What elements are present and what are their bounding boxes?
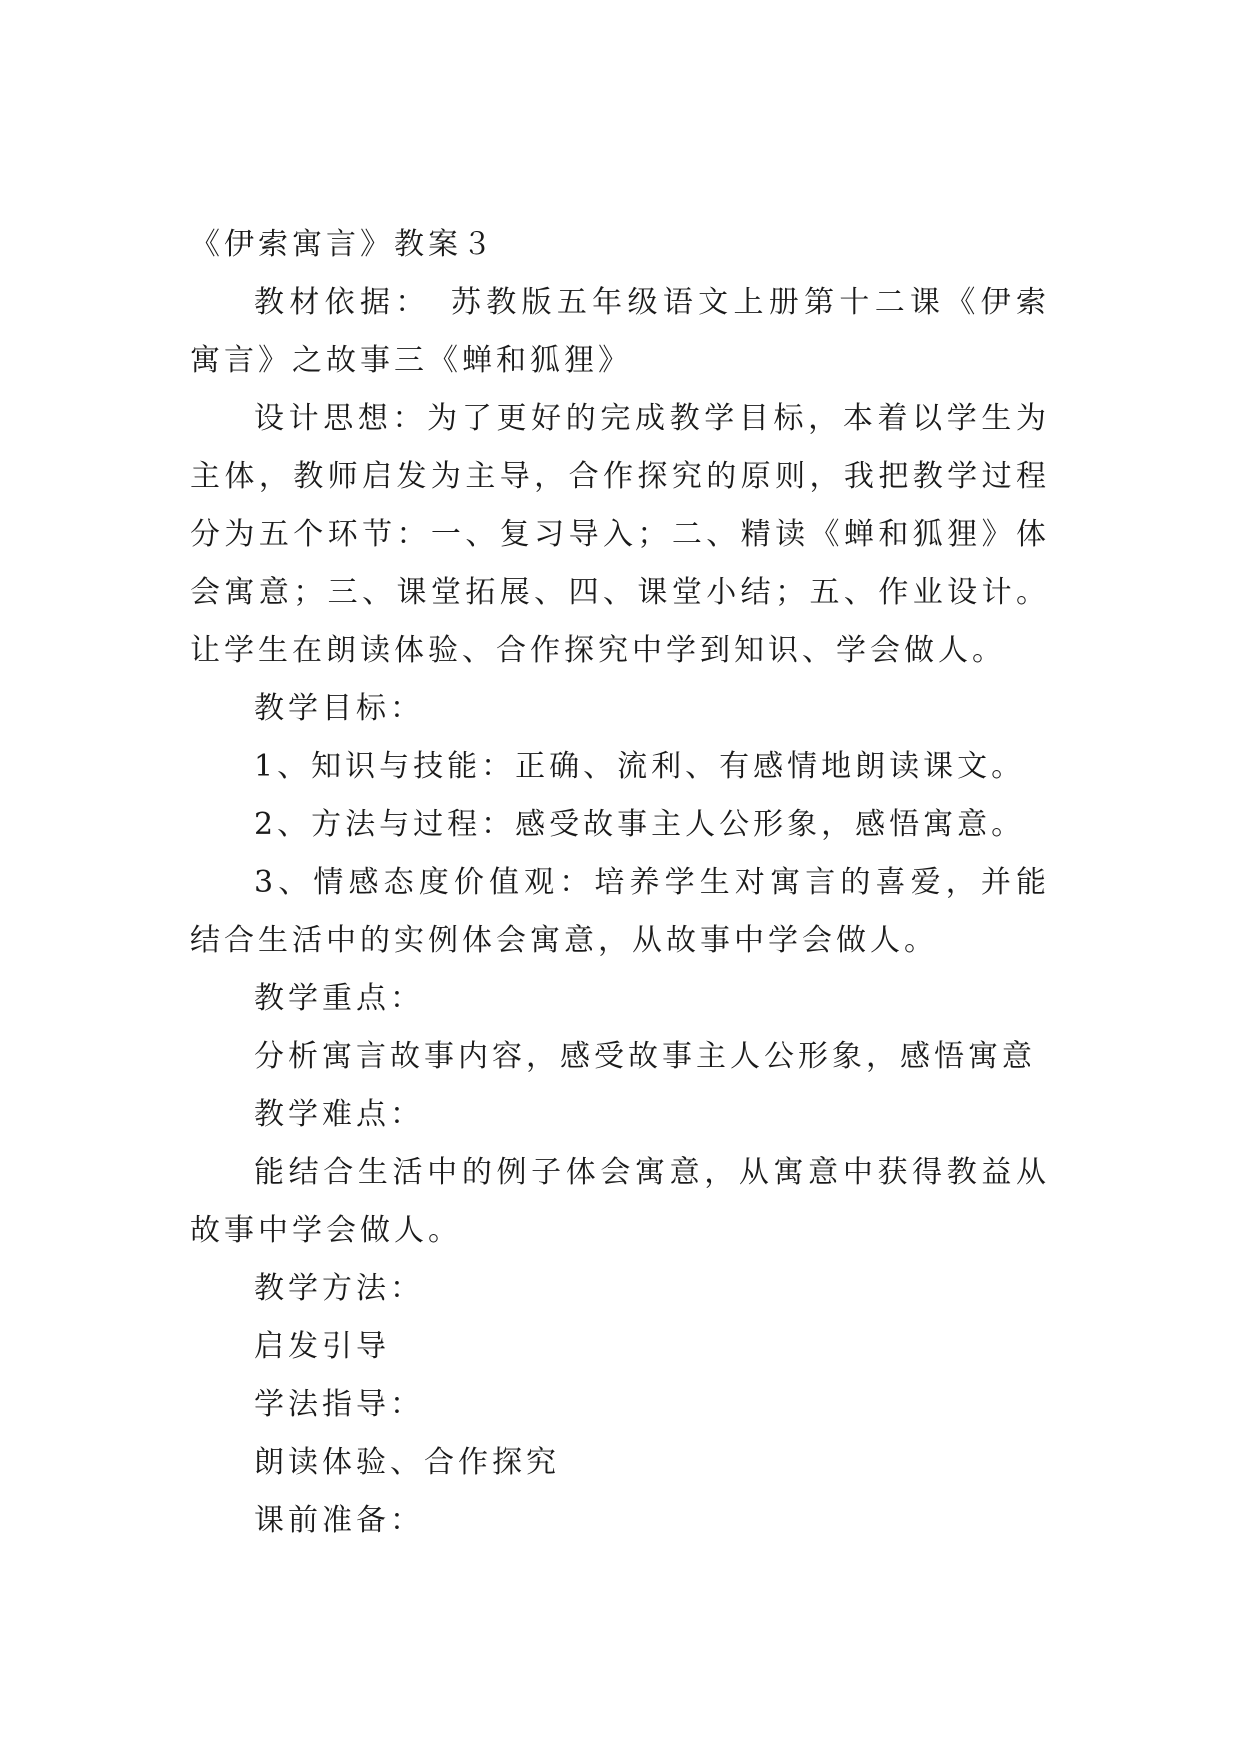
goal-item-2: 2、方法与过程：感受故事主人公形象，感悟寓意。: [254, 807, 1026, 842]
heading-preparation: 课前准备：: [254, 1503, 424, 1538]
heading-difficulties: 教学难点：: [254, 1097, 424, 1132]
document-body: [190, 216, 1050, 1550]
heading-teaching-goals: 教学目标：: [254, 691, 424, 726]
paragraph-teaching-method: 启发引导: [254, 1329, 390, 1364]
heading-key-points: 教学重点：: [254, 981, 424, 1016]
paragraph-design-idea: 设计思想：为了更好的完成教学目标，本着以学生为主体，教师启发为主导，合作探究的原则，我把教学过程分为五个环节：一、复习导入；二、精读《蝉和狐狸》体会寓意；三、课堂拓展、四、课堂小结；五、作业设计。让学生在朗读体验、合作探究中学到知识、学会做人。: [190, 401, 1050, 668]
paragraph-key-points: 分析寓言故事内容，感受故事主人公形象，感悟寓意: [254, 1039, 1036, 1074]
document-title: 《伊索寓言》教案３: [190, 227, 496, 262]
paragraph-difficulties: 能结合生活中的例子体会寓意，从寓意中获得教益从故事中学会做人。: [190, 1155, 1050, 1248]
paragraph-textbook-basis: 教材依据： 苏教版五年级语文上册第十二课《伊索寓言》之故事三《蝉和狐狸》: [190, 285, 1050, 378]
paragraph-study-guidance: 朗读体验、合作探究: [254, 1445, 560, 1480]
goal-item-1: 1、知识与技能：正确、流利、有感情地朗读课文。: [254, 749, 1026, 784]
heading-teaching-method: 教学方法：: [254, 1271, 424, 1306]
goal-item-3: 3、情感态度价值观：培养学生对寓言的喜爱，并能结合生活中的实例体会寓意，从故事中学会做人。: [190, 865, 1050, 958]
heading-study-guidance: 学法指导：: [254, 1387, 424, 1422]
